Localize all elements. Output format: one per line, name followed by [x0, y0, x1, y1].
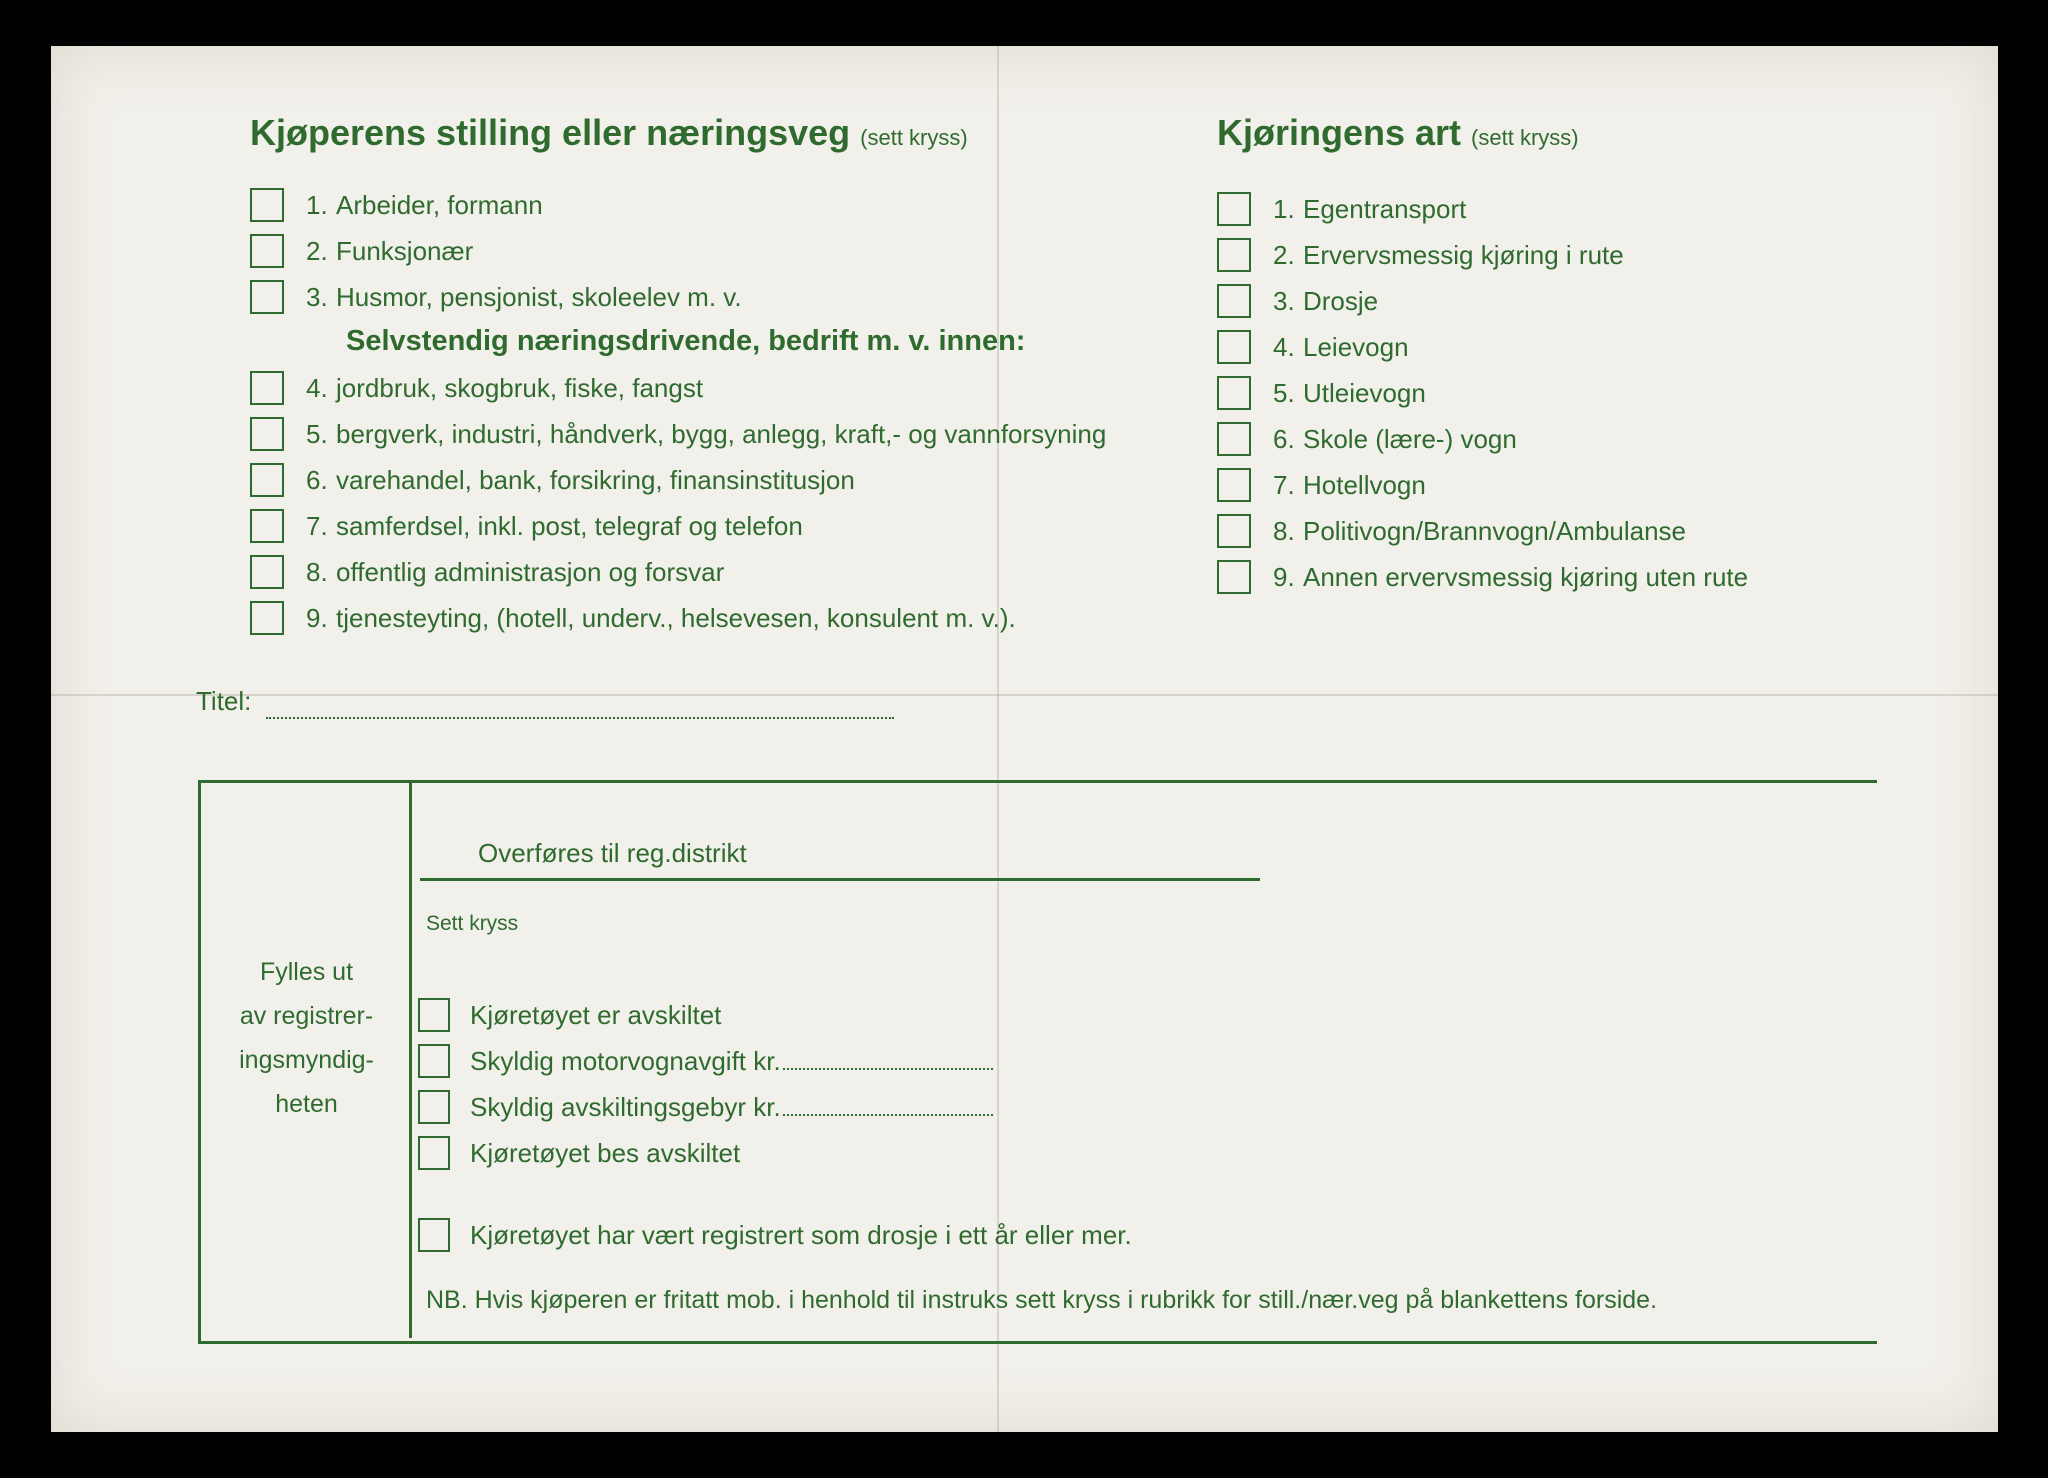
occupation-option-5[interactable]: 5. bergverk, industri, håndverk, bygg, anlegg, kraft,- og vannforsyning [250, 414, 1106, 454]
driving-option-2[interactable]: 2. Ervervsmessig kjøring i rute [1217, 235, 1624, 275]
reg-option-request-deregister[interactable] [418, 1133, 740, 1173]
amount-field[interactable] [783, 1052, 993, 1070]
occupation-option-3[interactable]: 3. Husmor, pensjonist, skoleelev m. v. [250, 277, 742, 317]
driving-option-8[interactable]: 8. Politivogn/Brannvogn/Ambulanse [1217, 511, 1686, 551]
occupation-option-2[interactable]: 2. Funksjonær [250, 231, 473, 271]
driving-option-4[interactable]: 4. Leievogn [1217, 327, 1409, 367]
sett-kryss-label: Sett kryss [426, 912, 519, 935]
option-label: Husmor, pensjonist, skoleelev m. v. [336, 281, 742, 312]
checkbox[interactable] [250, 371, 284, 405]
option-label: Annen ervervsmessig kjøring uten rute [1303, 561, 1749, 592]
checkbox[interactable] [1217, 422, 1251, 456]
driving-option-3[interactable]: 3. Drosje [1217, 281, 1378, 321]
option-label: Kjøretøyet har vært registrert som drosje i ett år eller mer. [470, 1219, 1132, 1250]
option-label: Utleievogn [1303, 377, 1426, 408]
checkbox[interactable] [250, 555, 284, 589]
occupation-option-4[interactable]: 4. jordbruk, skogbruk, fiske, fangst [250, 368, 703, 408]
nb-note: NB. Hvis kjøperen er fritatt mob. i henhold til instruks sett kryss i rubrikk for still./nær.veg på blankettens forside. [426, 1286, 1658, 1314]
option-label: Egentransport [1303, 193, 1467, 224]
driving-option-6[interactable]: 6. Skole (lære-) vogn [1217, 419, 1517, 459]
option-label: Hotellvogn [1303, 469, 1426, 500]
reg-option-taxi-year[interactable] [418, 1215, 1132, 1255]
option-label: tjenesteyting, (hotell, underv., helsevesen, konsulent m. v.). [336, 602, 1016, 633]
checkbox[interactable] [1217, 330, 1251, 364]
checkbox[interactable] [418, 1218, 450, 1252]
checkbox[interactable] [1217, 284, 1251, 318]
self-employed-subheading: Selvstendig næringsdrivende, bedrift m. v. innen: [346, 325, 1026, 357]
option-label: samferdsel, inkl. post, telegraf og telefon [336, 510, 803, 541]
fold-line-horizontal [51, 694, 1998, 696]
amount-field[interactable] [783, 1098, 993, 1116]
driving-option-1[interactable]: 1. Egentransport [1217, 189, 1466, 229]
buyer-occupation-heading [250, 112, 968, 154]
occupation-option-9[interactable]: 9. tjenesteyting, (hotell, underv., helsevesen, konsulent m. v.). [250, 598, 1016, 638]
checkbox[interactable] [250, 417, 284, 451]
checkbox[interactable] [418, 1136, 450, 1170]
checkbox[interactable] [250, 463, 284, 497]
checkbox[interactable] [1217, 376, 1251, 410]
buyer-occupation-note: (sett kryss) [860, 125, 968, 150]
option-label: Ervervsmessig kjøring i rute [1303, 239, 1624, 270]
checkbox[interactable] [418, 1090, 450, 1124]
registration-authority-label: Fylles ut av registrer- ingsmyndig- heten [239, 958, 374, 1118]
buyer-occupation-title: Kjøperens stilling eller næringsveg [250, 112, 851, 153]
driving-type-note: (sett kryss) [1471, 125, 1579, 150]
driving-type-title: Kjøringens art [1217, 112, 1462, 153]
reg-option-vehicle-tax[interactable] [418, 1041, 993, 1081]
checkbox[interactable] [1217, 560, 1251, 594]
registration-divider [409, 780, 412, 1338]
option-label: offentlig administrasjon og forsvar [336, 556, 725, 587]
titel-label: Titel: [196, 686, 252, 716]
occupation-option-6[interactable]: 6. varehandel, bank, forsikring, finansinstitusjon [250, 460, 855, 500]
checkbox[interactable] [1217, 238, 1251, 272]
option-label: Skyldig avskiltingsgebyr kr. [470, 1091, 781, 1122]
option-label: bergverk, industri, håndverk, bygg, anlegg, kraft,- og vannforsyning [336, 418, 1107, 449]
occupation-option-7[interactable]: 7. samferdsel, inkl. post, telegraf og telefon [250, 506, 803, 546]
option-label: Skyldig motorvognavgift kr. [470, 1045, 781, 1076]
driving-type-heading [1217, 112, 1579, 154]
checkbox[interactable] [1217, 468, 1251, 502]
checkbox[interactable] [250, 509, 284, 543]
option-label: Kjøretøyet bes avskiltet [470, 1137, 741, 1168]
transfer-district-field[interactable] [420, 878, 1260, 881]
checkbox[interactable] [418, 998, 450, 1032]
checkbox[interactable] [250, 188, 284, 222]
driving-option-5[interactable]: 5. Utleievogn [1217, 373, 1426, 413]
option-label: Skole (lære-) vogn [1303, 423, 1517, 454]
checkbox[interactable] [250, 280, 284, 314]
option-label: varehandel, bank, forsikring, finansinstitusjon [336, 464, 855, 495]
option-label: Leievogn [1303, 331, 1409, 362]
occupation-option-8[interactable]: 8. offentlig administrasjon og forsvar [250, 552, 724, 592]
option-label: Politivogn/Brannvogn/Ambulanse [1303, 515, 1687, 546]
option-label: Kjøretøyet er avskiltet [470, 999, 722, 1030]
option-label: Drosje [1303, 285, 1379, 316]
checkbox[interactable] [418, 1044, 450, 1078]
option-label: jordbruk, skogbruk, fiske, fangst [336, 372, 704, 403]
driving-option-9[interactable]: 9. Annen ervervsmessig kjøring uten rute [1217, 557, 1748, 597]
reg-option-plate-fee[interactable] [418, 1087, 993, 1127]
checkbox[interactable] [250, 601, 284, 635]
occupation-option-1[interactable]: 1. Arbeider, formann [250, 185, 543, 225]
checkbox[interactable] [1217, 192, 1251, 226]
driving-option-7[interactable]: 7. Hotellvogn [1217, 465, 1426, 505]
checkbox[interactable] [250, 234, 284, 268]
option-label: Funksjonær [336, 235, 474, 266]
titel-field[interactable] [266, 717, 894, 719]
transfer-district-label: Overføres til reg.distrikt [478, 838, 747, 868]
checkbox[interactable] [1217, 514, 1251, 548]
option-label: Arbeider, formann [336, 189, 543, 220]
reg-option-deregistered[interactable] [418, 995, 721, 1035]
